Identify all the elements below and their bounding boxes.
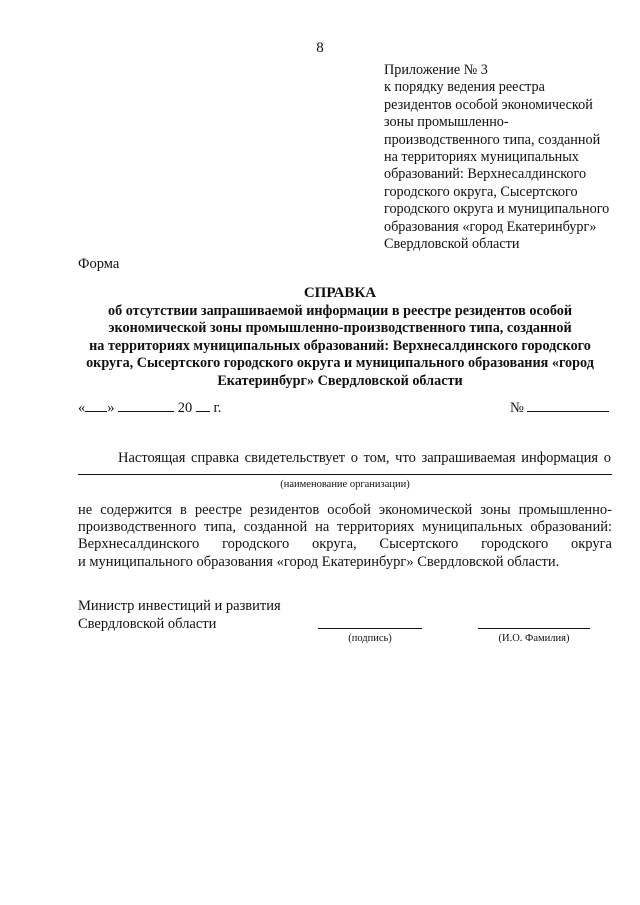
date-field[interactable]	[78, 399, 221, 417]
signatory-title	[78, 598, 281, 633]
title-heading: СПРАВКА	[303, 285, 377, 301]
document-title	[60, 285, 620, 391]
number-field[interactable]	[510, 399, 609, 417]
name-blank[interactable]	[478, 628, 590, 629]
body-line: и муниципального образования «город Екатеринбург» Свердловской области.	[78, 553, 560, 570]
form-label: Форма	[78, 256, 120, 272]
year-suffix: г.	[213, 400, 222, 416]
appendix-line: к порядку ведения реестра	[384, 79, 545, 96]
appendix-line: резидентов особой экономической	[384, 96, 593, 113]
year-blank[interactable]	[196, 399, 210, 412]
appendix-line: образования «город Екатеринбург»	[384, 218, 597, 235]
appendix-line: на территориях муниципальных	[384, 149, 579, 166]
number-label: №	[510, 400, 524, 416]
date-open-quote: «	[78, 400, 86, 416]
appendix-header	[384, 62, 624, 253]
title-line: Екатеринбург» Свердловской области	[217, 372, 463, 389]
date-close-quote: »	[107, 400, 115, 416]
title-line: округа, Сысертского городского округа и муниципального образования «город	[86, 355, 594, 372]
title-line: об отсутствии запрашиваемой информации в реестре резидентов особой	[107, 302, 573, 319]
appendix-line: зоны промышленно-	[384, 114, 509, 131]
appendix-line: городского округа, Сысертского	[384, 183, 578, 200]
signatory-line: Свердловской области	[78, 615, 217, 632]
body-line: Верхнесалдинского городского округа, Сысертского городского округа	[78, 536, 612, 553]
signature-caption: (подпись)	[348, 633, 392, 644]
intro-text: Настоящая справка свидетельствует о том, что запрашиваемая информация о	[118, 450, 611, 466]
page-number: 8	[316, 40, 324, 56]
name-caption: (И.О. Фамилия)	[498, 633, 570, 644]
signature-blank[interactable]	[318, 628, 422, 629]
organization-name-blank[interactable]	[78, 474, 612, 475]
appendix-line: городского округа и муниципального	[384, 201, 610, 218]
month-blank[interactable]	[118, 399, 174, 412]
number-blank[interactable]	[527, 399, 609, 412]
appendix-line: Приложение № 3	[384, 62, 488, 78]
appendix-line: Свердловской области	[384, 236, 520, 253]
title-line: на территориях муниципальных образований: Верхнесалдинского городского	[89, 337, 591, 354]
signatory-line: Министр инвестиций и развития	[78, 598, 281, 614]
year-prefix: 20	[177, 400, 193, 416]
body-text	[78, 502, 612, 571]
appendix-line: производственного типа, созданной	[384, 131, 601, 148]
body-line: производственного типа, созданной на территориях муниципальных образований:	[78, 519, 612, 536]
day-blank[interactable]	[85, 399, 107, 412]
title-line: экономической зоны промышленно-производственного типа, созданной	[108, 320, 572, 337]
appendix-line: образований: Верхнесалдинского	[384, 166, 587, 183]
organization-caption: (наименование организации)	[280, 479, 410, 490]
body-line: не содержится в реестре резидентов особой экономической зоны промышленно-	[78, 502, 612, 518]
